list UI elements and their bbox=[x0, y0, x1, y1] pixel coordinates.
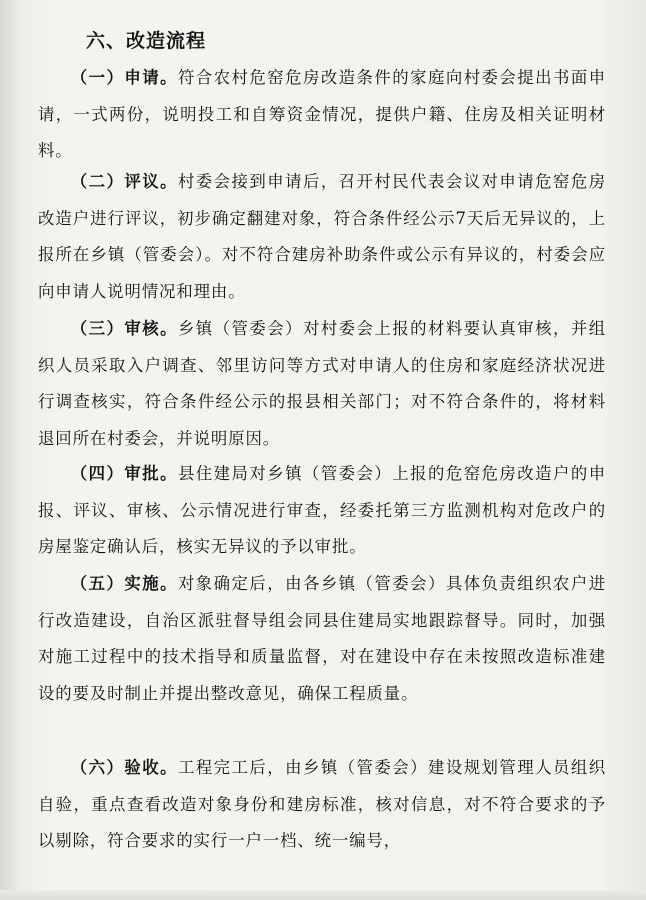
paragraph-label: （一）申请。 bbox=[70, 68, 178, 87]
paragraph-label: （四）审批。 bbox=[70, 464, 178, 483]
paragraph-label: （五）实施。 bbox=[70, 574, 178, 593]
paragraph-implementation bbox=[38, 566, 606, 712]
paragraph-label: （三）审核。 bbox=[70, 319, 178, 338]
paragraph-audit bbox=[38, 311, 606, 457]
paragraph-text: 工程完工后，由乡镇（管委会）建设规划管理人员组织自验，重点查看改造对象身份和建房标准，核对信息，对不符合要求的予以剔除，符合要求的实行一户一档、统一编号， bbox=[38, 758, 606, 850]
paragraph-approval bbox=[38, 456, 606, 566]
paragraph-text: 乡镇（管委会）对村委会上报的材料要认真审核，并组织人员采取入户调查、邻里访问等方式对申请人的住房和家庭经济状况进行调查核实，符合条件经公示的报县相关部门；对不符合条件的，将材料退回所在村委会，并说明原因。 bbox=[38, 319, 606, 448]
paragraph-acceptance bbox=[38, 750, 606, 860]
section-heading: 六、改造流程 bbox=[86, 30, 207, 52]
paragraph-label: （六）验收。 bbox=[70, 758, 178, 777]
paragraph-label: （二）评议。 bbox=[70, 172, 178, 191]
scan-edge bbox=[0, 890, 646, 900]
paragraph-text: 县住建局对乡镇（管委会）上报的危窑危房改造户的申报、评议、审核、公示情况进行审查，经委托第三方监测机构对危改户的房屋鉴定确认后，核实无异议的予以审批。 bbox=[38, 464, 606, 556]
paragraph-text: 对象确定后，由各乡镇（管委会）具体负责组织农户进行改造建设，自治区派驻督导组会同县住建局实地跟踪督导。同时，加强对施工过程中的技术指导和质量监督，对在建设中存在未按照改造标准建设的要及时制止并提出整改意见，确保工程质量。 bbox=[38, 574, 606, 703]
paragraph-text: 村委会接到申请后，召开村民代表会议对申请危窑危房改造户进行评议，初步确定翻建对象，符合条件经公示7天后无异议的，上报所在乡镇（管委会）。对不符合建房补助条件或公示有异议的，村委会应向申请人说明情况和理由。 bbox=[38, 172, 606, 301]
paragraph-application bbox=[38, 60, 606, 170]
paragraph-text: 符合农村危窑危房改造条件的家庭向村委会提出书面申请，一式两份，说明投工和自筹资金情况，提供户籍、住房及相关证明材料。 bbox=[38, 68, 606, 160]
paragraph-review bbox=[38, 164, 606, 310]
